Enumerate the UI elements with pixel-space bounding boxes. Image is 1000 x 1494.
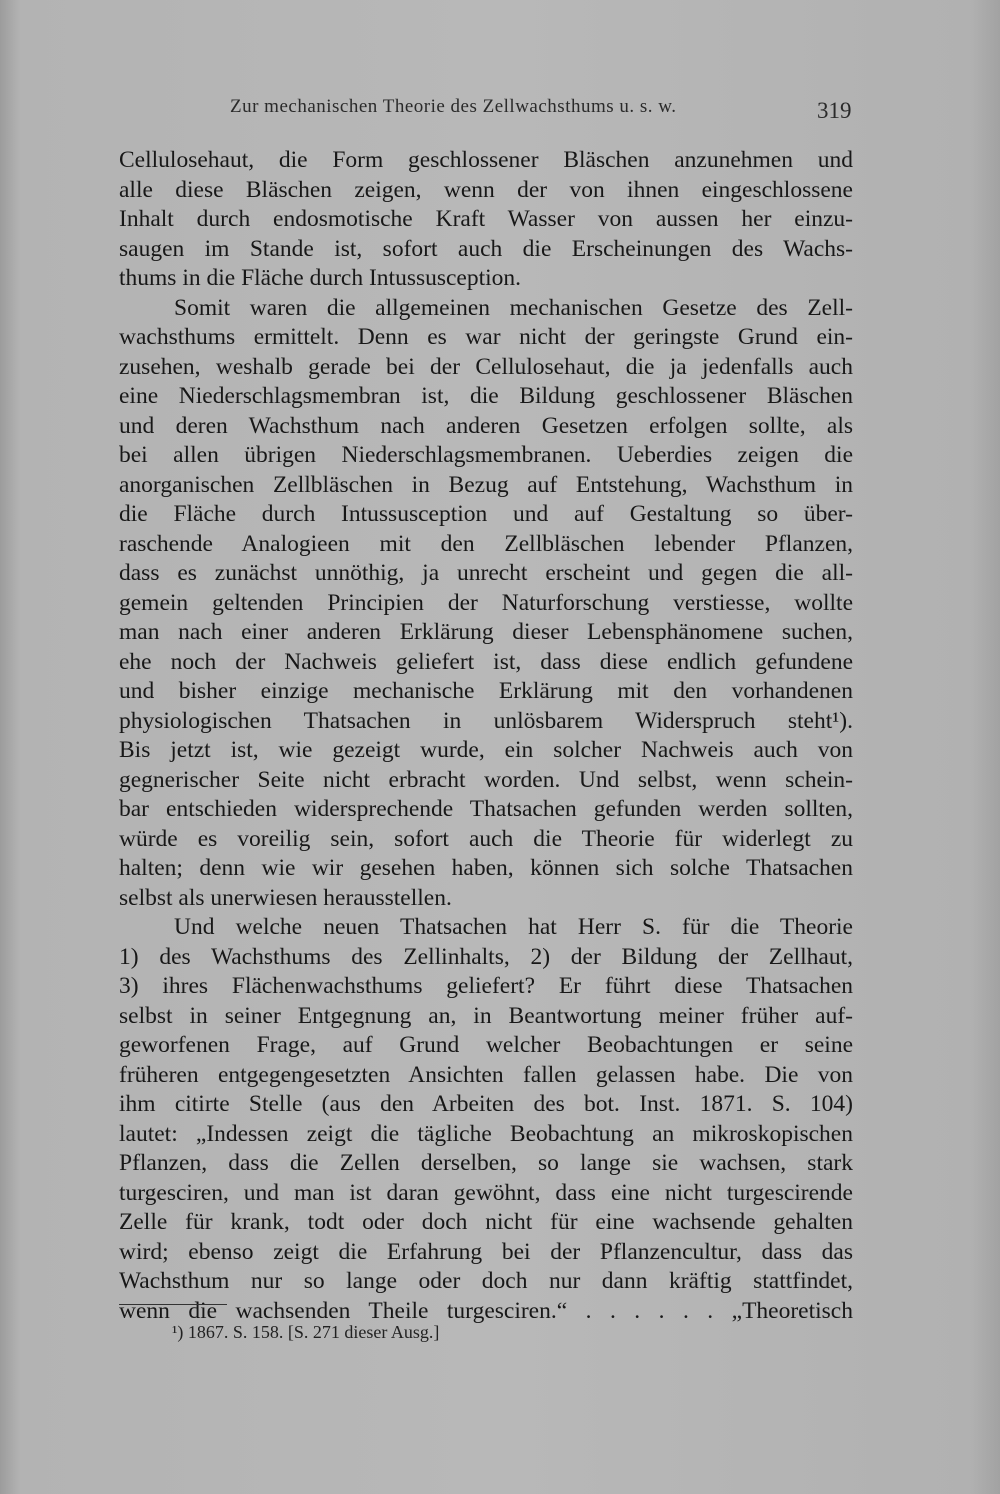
text-line: Zelle für krank, todt oder doch nicht für eine wachsende gehalten <box>119 1209 853 1235</box>
text-line: saugen im Stande ist, sofort auch die Erscheinungen des Wachs- <box>119 235 853 262</box>
text-line: zusehen, weshalb gerade bei der Cellulosehaut, die ja jedenfalls auch <box>119 353 853 380</box>
text-line: selbst als unerwiesen herausstellen. <box>119 884 452 911</box>
text-line: und bisher einzige mechanische Erklärung mit den vorhandenen <box>119 678 853 704</box>
text-line: 3) ihres Flächenwachsthums geliefert? Er führt diese Thatsachen <box>119 973 853 999</box>
text-line: Wachsthum nur so lange oder doch nur dann kräftig stattfindet, <box>119 1268 853 1294</box>
text-line: selbst in seiner Entgegnung an, in Beantwortung meiner früher auf- <box>119 1002 853 1029</box>
text-line: eine Niederschlagsmembran ist, die Bildung geschlossener Bläschen <box>119 383 853 409</box>
text-line: wenn die wachsenden Theile turgesciren.“ . . . . . . „Theoretisch <box>119 1297 853 1324</box>
text-line: wird; ebenso zeigt die Erfahrung bei der Pflanzencultur, dass das <box>119 1238 853 1265</box>
footnote-rule <box>119 1304 227 1305</box>
text-line: bei allen übrigen Niederschlagsmembranen. Ueberdies zeigen die <box>119 442 853 468</box>
text-line: gegnerischer Seite nicht erbracht worden. Und selbst, wenn schein- <box>119 766 853 793</box>
text-line: ehe noch der Nachweis geliefert ist, dass diese endlich gefundene <box>119 648 853 675</box>
text-line: geworfenen Frage, auf Grund welcher Beobachtungen er seine <box>119 1032 853 1058</box>
text-line: Cellulosehaut, die Form geschlossener Bläschen anzunehmen und <box>119 147 853 173</box>
running-head: Zur mechanischen Theorie des Zellwachsthums u. s. w. <box>230 96 677 117</box>
text-line: 1) des Wachsthums des Zellinhalts, 2) der Bildung der Zellhaut, <box>119 943 853 970</box>
text-line: raschende Analogieen mit den Zellbläschen lebender Pflanzen, <box>119 530 853 557</box>
text-line: würde es voreilig sein, sofort auch die Theorie für widerlegt zu <box>119 825 853 852</box>
text-line: ihm citirte Stelle (aus den Arbeiten des bot. Inst. 1871. S. 104) <box>119 1091 853 1117</box>
text-line: man nach einer anderen Erklärung dieser Lebensphänomene suchen, <box>119 619 853 645</box>
text-line: Inhalt durch endosmotische Kraft Wasser von aussen her einzu- <box>119 206 853 232</box>
text-line: physiologischen Thatsachen in unlösbarem Widerspruch steht¹). <box>119 707 853 734</box>
text-line: Bis jetzt ist, wie gezeigt wurde, ein solcher Nachweis auch von <box>119 737 853 763</box>
page-number: 319 <box>817 98 852 123</box>
text-line: gemein geltenden Principien der Naturforschung verstiesse, wollte <box>119 589 853 616</box>
text-line: die Fläche durch Intussusception und auf Gestaltung so über- <box>119 501 853 527</box>
text-line: früheren entgegengesetzten Ansichten fallen gelassen habe. Die von <box>119 1061 853 1088</box>
text-line: dass es zunächst unnöthig, ja unrecht erscheint und gegen die all- <box>119 560 853 586</box>
text-line: alle diese Bläschen zeigen, wenn der von ihnen eingeschlossene <box>119 176 853 203</box>
text-line: thums in die Fläche durch Intussusception. <box>119 265 522 291</box>
text-line: Somit waren die allgemeinen mechanischen Gesetze des Zell- <box>174 294 853 321</box>
text-line: lautet: „Indessen zeigt die tägliche Beobachtung an mikroskopischen <box>119 1120 853 1147</box>
text-line: Pflanzen, dass die Zellen derselben, so lange sie wachsen, stark <box>119 1150 853 1176</box>
footnote <box>172 1322 439 1343</box>
body-text <box>119 146 853 1326</box>
text-line: bar entschieden widersprechende Thatsachen gefunden werden sollten, <box>119 796 853 822</box>
text-line: halten; denn wie wir gesehen haben, können sich solche Thatsachen <box>119 855 853 881</box>
footnote-marker: ¹) <box>172 1322 184 1342</box>
text-line: und deren Wachsthum nach anderen Gesetzen erfolgen sollte, als <box>119 412 853 439</box>
text-line: turgesciren, und man ist daran gewöhnt, dass eine nicht turgescirende <box>119 1179 853 1206</box>
text-line: anorganischen Zellbläschen in Bezug auf Entstehung, Wachsthum in <box>119 471 853 498</box>
text-line: wachsthums ermittelt. Denn es war nicht der geringste Grund ein- <box>119 324 853 350</box>
footnote-text: 1867. S. 158. [S. 271 dieser Ausg.] <box>183 1322 440 1342</box>
text-line: Und welche neuen Thatsachen hat Herr S. für die Theorie <box>174 914 853 940</box>
